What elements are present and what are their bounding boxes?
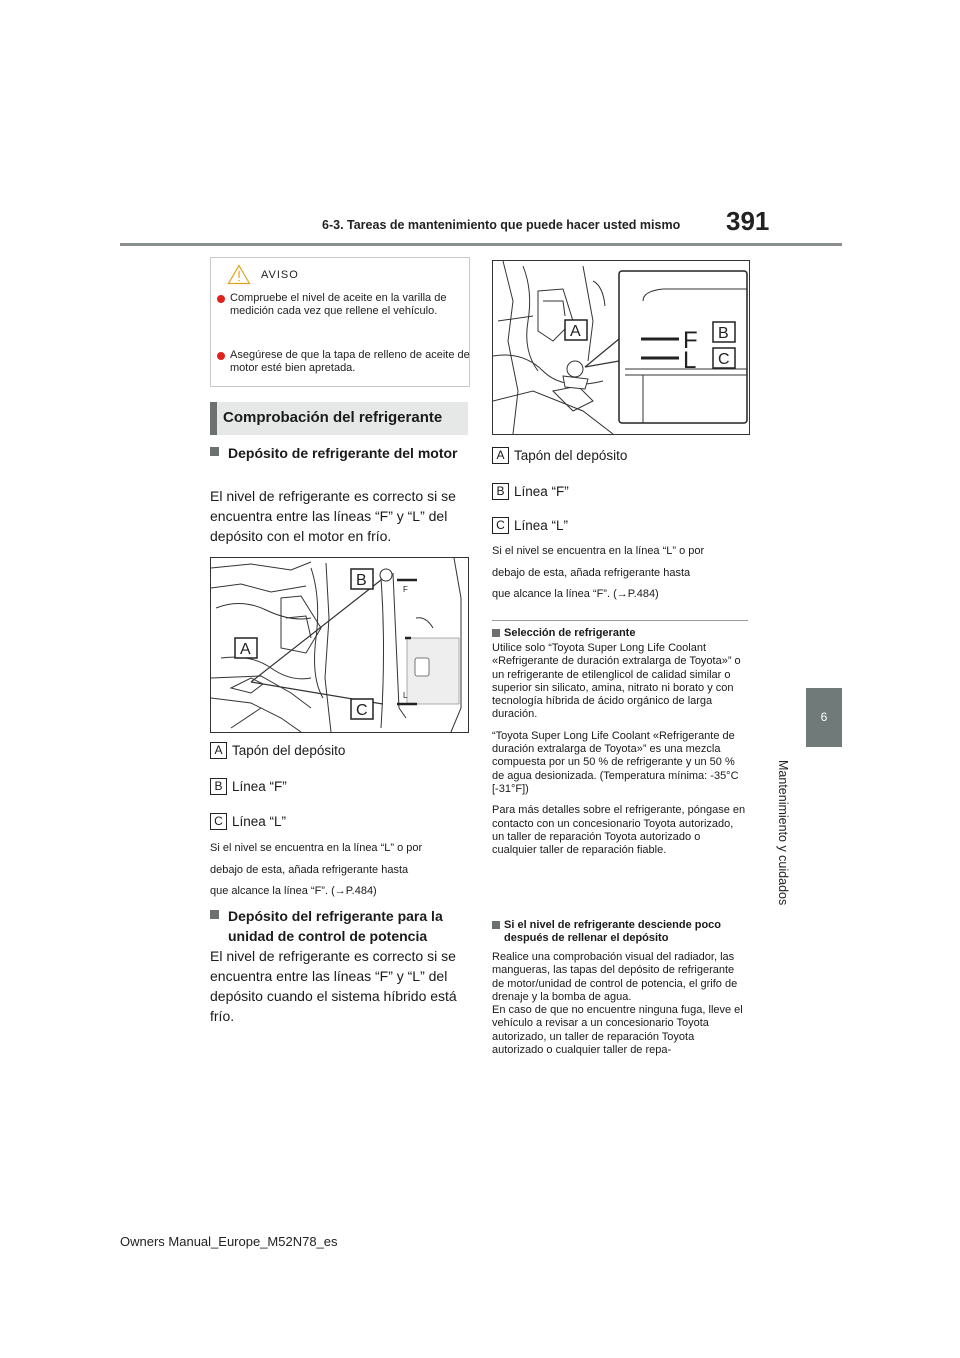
fig1-label-c: C bbox=[356, 702, 368, 719]
fig1-label-b: B bbox=[356, 572, 367, 589]
legend-key: A bbox=[492, 447, 509, 464]
legend-text: Línea “L” bbox=[232, 814, 287, 829]
header-rule bbox=[120, 243, 842, 246]
legend-key: B bbox=[492, 483, 509, 500]
square-bullet-icon bbox=[492, 629, 500, 637]
coolant-selection-text bbox=[492, 642, 748, 857]
paragraph: Utilice solo “Toyota Super Long Life Coolant «Refrigerante de duración extralarga de Toyota»” o un refrigerante de etilenglicol de calidad similar o superior sin silicato, amina, nitrato ni borato y con tecnología híbrida de ácido orgánico de larga duración. bbox=[492, 642, 741, 721]
bullet-icon bbox=[217, 352, 225, 360]
note-line: debajo de esta, añada refrigerante hasta bbox=[210, 863, 409, 876]
fig2-label-a: A bbox=[570, 323, 581, 340]
section-heading-text: Comprobación del refrigerante bbox=[223, 409, 443, 426]
engine-bay-illustration bbox=[211, 558, 468, 732]
fig1-mark-l: L bbox=[403, 691, 408, 700]
pcu-reservoir-body: El nivel de refrigerante es correcto si se encuentra entre las líneas “F” y “L” del depósito cuando el sistema híbrido está frío. bbox=[210, 948, 457, 1024]
level-note bbox=[210, 838, 470, 903]
legend-item bbox=[492, 517, 568, 534]
chapter-title-vertical bbox=[776, 760, 810, 960]
legend-key: B bbox=[210, 778, 227, 795]
warning-item bbox=[217, 349, 476, 375]
square-bullet-icon bbox=[210, 447, 219, 456]
paragraph: “Toyota Super Long Life Coolant «Refrigerante de duración extralarga de Toyota»” es una mezcla compuesta por un 50 % de refrigerante y un 50 % de agua desionizada. (Temperatura mínima: -35°C [-31°F]) bbox=[492, 729, 739, 795]
warning-triangle-icon bbox=[227, 264, 251, 285]
warning-box bbox=[210, 257, 470, 387]
section-title: 6-3. Tareas de mantenimiento que puede hacer usted mismo bbox=[322, 218, 681, 232]
legend-key: A bbox=[210, 742, 227, 759]
chapter-tab[interactable]: 6 bbox=[806, 688, 842, 747]
legend-key: C bbox=[210, 813, 227, 830]
engine-reservoir-body: El nivel de refrigerante es correcto si se encuentra entre las líneas “F” y “L” del depósito con el motor en frío. bbox=[210, 488, 456, 544]
legend-item bbox=[210, 813, 286, 830]
paragraph: Para más detalles sobre el refrigerante, póngase en contacto con un concesionario Toyota autorizado, un taller de reparación Toyota autorizado o cualquier taller de reparación fiable. bbox=[492, 804, 746, 857]
fig2-label-b: B bbox=[718, 325, 729, 342]
note-line: debajo de esta, añada refrigerante hasta bbox=[492, 566, 691, 579]
warning-item bbox=[217, 292, 476, 318]
legend-item bbox=[492, 483, 569, 500]
level-drops-text bbox=[492, 951, 748, 1057]
section-heading bbox=[210, 402, 468, 435]
legend-text: Línea “F” bbox=[514, 484, 569, 499]
level-note bbox=[492, 541, 752, 606]
legend-item bbox=[492, 447, 627, 464]
warning-label: AVISO bbox=[261, 268, 299, 281]
legend-text: Tapón del depósito bbox=[232, 743, 346, 758]
fig2-mark-l: L bbox=[683, 347, 697, 374]
warning-header bbox=[227, 264, 299, 285]
subheading-text: Depósito del refrigerante para la unidad de control de potencia bbox=[228, 908, 443, 944]
section-heading-bar bbox=[210, 402, 217, 435]
subheading-text: Si el nivel de refrigerante desciende poco después de rellenar el depósito bbox=[504, 919, 722, 944]
subheading-coolant-selection bbox=[492, 627, 748, 640]
subheading-level-drops bbox=[492, 919, 748, 945]
subheading-text: Selección de refrigerante bbox=[504, 627, 636, 639]
footer: Owners Manual_Europe_M52N78_es bbox=[120, 1234, 338, 1249]
subheading-text: Depósito de refrigerante del motor bbox=[228, 445, 458, 461]
legend-item bbox=[210, 778, 287, 795]
square-bullet-icon bbox=[492, 921, 500, 929]
fig1-mark-f: F bbox=[403, 585, 408, 594]
legend-item bbox=[210, 742, 345, 759]
bullet-icon bbox=[217, 295, 225, 303]
legend-text: Línea “L” bbox=[514, 518, 569, 533]
note-line: Si el nivel se encuentra en la línea “L” o por bbox=[210, 842, 423, 854]
page-reference-link[interactable]: que alcance la línea “F”. (→P.484) bbox=[210, 885, 377, 897]
warning-item-text: Asegúrese de que la tapa de relleno de aceite de motor esté bien apretada. bbox=[230, 349, 470, 374]
divider bbox=[492, 620, 748, 621]
square-bullet-icon bbox=[210, 910, 219, 919]
fig1-label-a: A bbox=[240, 641, 251, 658]
legend-key: C bbox=[492, 517, 509, 534]
pcu-reservoir-figure bbox=[492, 260, 750, 435]
pcu-bay-illustration bbox=[493, 261, 749, 434]
chapter-title: Mantenimiento y cuidados bbox=[776, 760, 790, 906]
paragraph: En caso de que no encuentre ninguna fuga, lleve el vehículo a revisar a un concesionario Toyota autorizado, un taller de reparación Toyota autorizado o cualquier taller de repa- bbox=[492, 1004, 743, 1057]
legend-text: Tapón del depósito bbox=[514, 448, 628, 463]
subheading-pcu-reservoir bbox=[210, 906, 468, 946]
subheading-engine-reservoir bbox=[210, 443, 468, 463]
legend-text: Línea “F” bbox=[232, 779, 287, 794]
paragraph: Realice una comprobación visual del radiador, las mangueras, las tapas del depósito de refrigerante de motor/unidad de control de potencia, el grifo de drenaje y la bomba de agua. bbox=[492, 951, 738, 1003]
engine-reservoir-figure bbox=[210, 557, 469, 733]
note-line: Si el nivel se encuentra en la línea “L” o por bbox=[492, 545, 705, 557]
page-reference-link[interactable]: que alcance la línea “F”. (→P.484) bbox=[492, 588, 659, 600]
page-number: 391 bbox=[726, 206, 770, 236]
fig2-mark-f: F bbox=[683, 327, 698, 354]
warning-item-text: Compruebe el nivel de aceite en la varilla de medición cada vez que rellene el vehículo. bbox=[230, 292, 447, 317]
fig2-label-c: C bbox=[718, 351, 730, 368]
